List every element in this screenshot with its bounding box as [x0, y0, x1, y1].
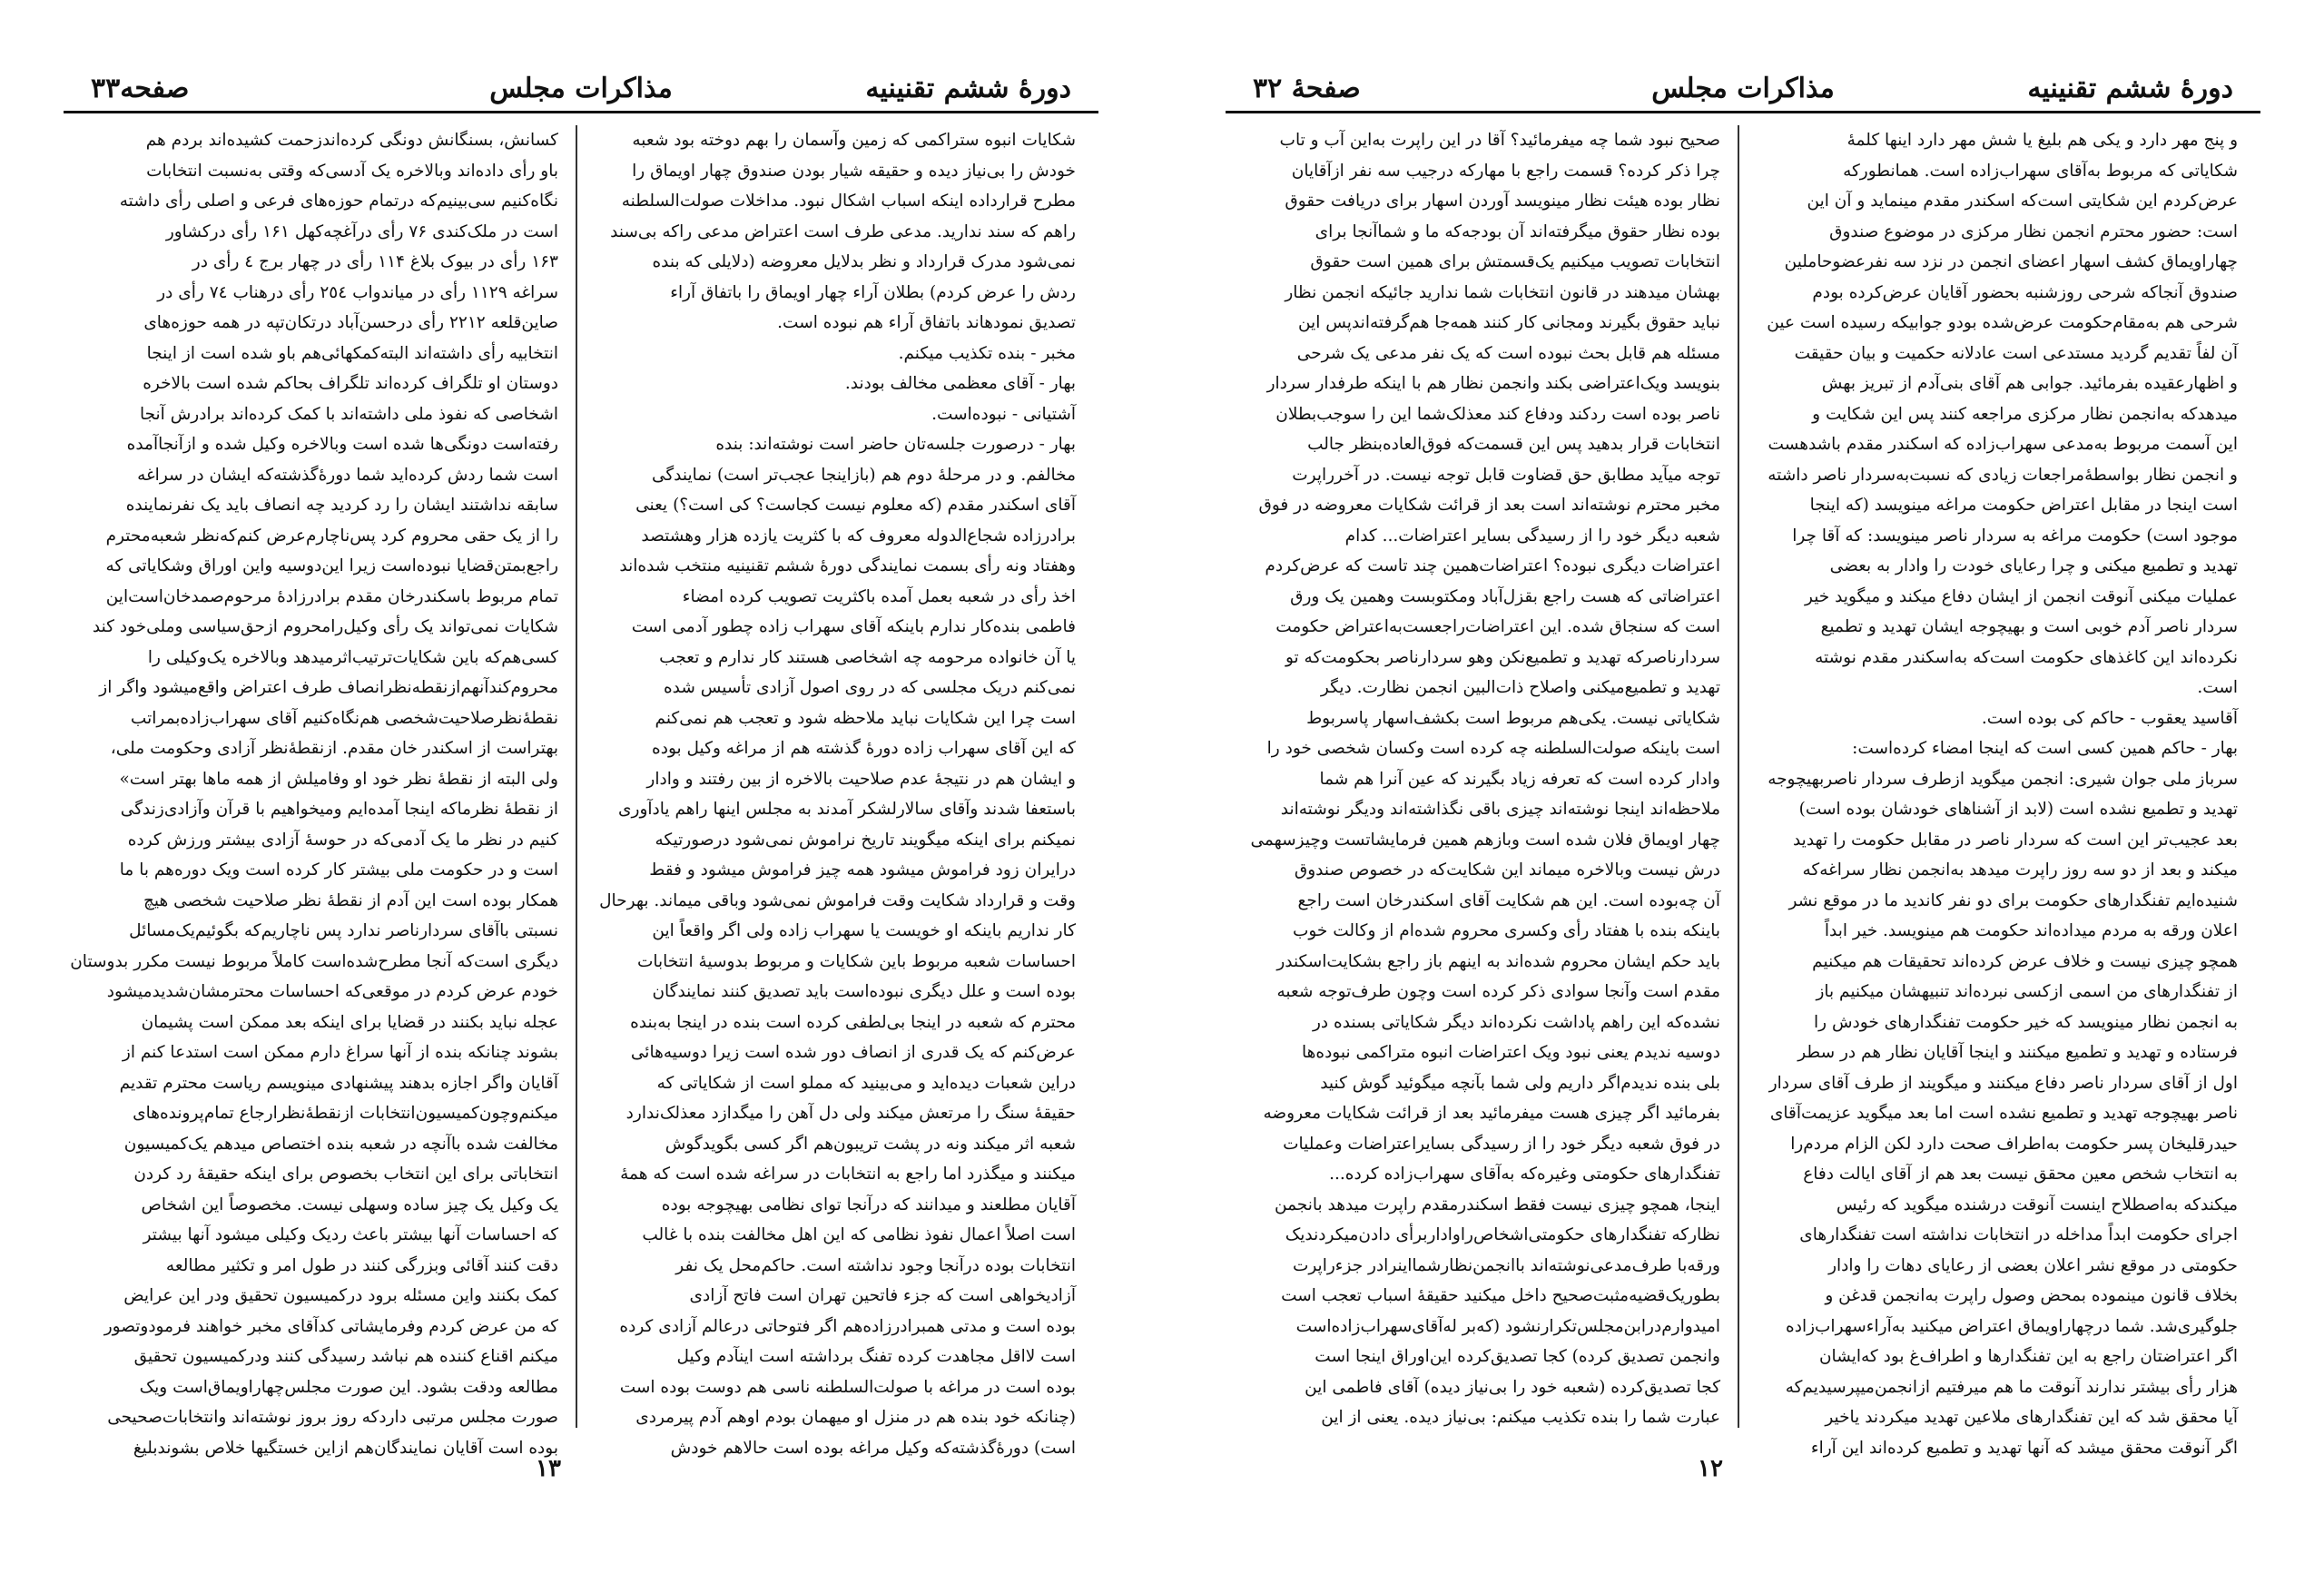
text-line: کار نداریم باینکه او خویست یا سهراب زاده ولی اگر واقعاً این: [652, 921, 1076, 940]
text-line: سابقه نداشتند ایشان را رد کردید چه انصاف باید یک نفرنماینده: [125, 496, 558, 515]
text-line: همکار بوده است این آدم از نقطۀ نظر صلاحیت شخصی هیچ: [143, 890, 558, 910]
text-line: میدهدکه به‌انجمن نظار مرکزی مراجعه کنند پس این شکایت و: [1812, 404, 2238, 424]
text-line: و ایشان هم در نتیجۀ عدم صلاحیت بالاخره از بین رفتند و وادار: [646, 769, 1076, 789]
text-line: است چرا این شکایات نباید ملاحظه شود و تعجب هم نمی‌کنم: [655, 708, 1076, 728]
text-line: مخبر - بنده تکذیب میکنم.: [898, 343, 1076, 363]
text-line: مخالفم. و در مرحلۀ دوم هم (بازاینجا عجب‌تر است) نمایندگی: [651, 465, 1076, 485]
text-line: انتخابات تصویب میکنیم یک‌قسمتش برای همین است حقوق: [1310, 252, 1720, 271]
text-line: فرستاده و تهدید و تطمیع میکنند و اینجا آقایان نظار هم در سطر: [1797, 1043, 2238, 1062]
text-line: اخذ رأی در شعبه بعمل آمده باکثریت تصویب کرده امضاء: [682, 586, 1076, 606]
text-line: انتخابات بوده درآنجا وجود نداشته است. حاکم‌محل یک نفر: [675, 1255, 1076, 1275]
text-line: را از یک حقی محروم کرد پس‌ناچارم‌عرض کنم‌که‌نظر شعبه‌محترم: [105, 526, 558, 546]
text-line: شکایاتی نیست. یکی‌هم مربوط است بکشف‌اسهار پاسربوط: [1306, 708, 1720, 728]
text-line: صندوق آنجاکه شرحی روزشنبه بحضور آقایان عرض‌کرده بودم: [1812, 282, 2238, 302]
text-line: به انتخاب شخص معین محقق نیست بعد هم از آقای ایالت دفاع: [1803, 1165, 2238, 1184]
text-line: میکند‌که به‌اصطلاح اینست آنوقت درشنده میگوید که رئیس: [1836, 1194, 2238, 1214]
text-line: بهار - حاکم همین کسی است که اینجا امضاء کرده‌است:: [1852, 739, 2238, 758]
session-title: دورۀ ششم تقنینیه: [2027, 73, 2233, 104]
text-line: نگاه‌کنیم سی‌بینیم‌که درتمام حوزه‌های فرعی و اصلی رأی داشته: [119, 192, 558, 211]
text-line: فاطمی بنده‌کار ندارم باینکه آقای سهراب زاده چطور آدمی است: [631, 617, 1076, 636]
text-line: امیدوارم‌درابن‌مجلس‌تکرارنشود (که‌بر له‌آقای‌سهراب‌زاده‌است: [1295, 1316, 1720, 1336]
text-line: بوده است در مراغه با صولت‌السلطنه ناسی هم دوست بوده است: [619, 1377, 1076, 1397]
text-line: حیدرقلیخان پسر حکومت به‌اطراف صحت دارد لکن الزام مردم‌را: [1790, 1134, 2238, 1154]
text-column-left: [1244, 125, 1720, 1428]
text-line: آن چه‌بوده است. این هم شکایت آقای اسکندرخان است راجع: [1297, 890, 1720, 910]
page-label: صفحه۳۳: [91, 73, 190, 104]
text-line: تهدید و تطمیع‌میکنی واصلاح ذات‌البین انجمن نظارت. دیگر: [1320, 678, 1720, 697]
text-line: است.: [2197, 678, 2238, 697]
text-line: مخالفت شده باآنچه در شعبه بنده اختصاص میدهم یک‌کمیسیون: [123, 1134, 558, 1154]
text-line: است در ملک‌کندی ۷۶ رأی درآغچه‌کهل ۱۶۱ رأی درکشاور: [165, 221, 558, 241]
text-line: است شما ردش کرده‌اید شما دورۀگذشته‌که ایشان در سراغه: [137, 465, 558, 485]
text-line: وقت و قرارداد شکایت وقت فراموش نمی‌شود وباقی میماند. بهرحال: [599, 890, 1076, 910]
text-line: آقاسید یعقوب - حاکم کی بوده است.: [1981, 708, 2238, 728]
text-line: صورت مجلس مرتبی دارد‌که روز بروز نوشته‌اند وانتخابات‌صحیحی: [107, 1408, 558, 1427]
text-line: بشوند چنانکه بنده از آنها سراغ دارم ممکن است استدعا کنم از: [122, 1043, 558, 1062]
text-line: آشتیانی - نبوده‌است.: [931, 404, 1076, 424]
text-line: بعد عجیب‌تر این است که سردار ناصر در مقابل حکومت را تهدید: [1792, 830, 2238, 850]
text-line: مقدم است وآنجا سوادی ذکر کرده است وچون طرف‌توجه شعبه: [1276, 982, 1720, 1001]
text-line: وادار کرده است که تعرفه زیاد بگیرند که عین آنرا هم شما: [1319, 769, 1720, 789]
text-line: که این آقای سهراب زاده دورۀ گذشته هم از مراغه وکیل بوده: [652, 739, 1076, 758]
text-line: است: حضور محترم انجمن نظار مرکزی در موضوع صندوق: [1829, 221, 2238, 241]
column-divider: [1738, 125, 1739, 1428]
text-line: مخبر محترم نوشته‌اند است بعد از قرائت شکایات معروضه در فوق: [1258, 496, 1720, 515]
publication-title: مذاکرات مجلس: [1651, 73, 1835, 104]
text-line: و انجمن نظار بواسطۀمراجعات زیادی که نسبت‌به‌سردار ناصر داشته: [1768, 465, 2238, 485]
text-line: است که سنجاق شده. این اعتراضات‌راجعست‌به‌اعتراض حکومت: [1275, 617, 1720, 636]
text-column-right: [599, 125, 1076, 1458]
text-line: کسی‌هم‌که باین شکایات‌ترتیب‌اثرمیدهد وبالاخره یک‌وکیلی را: [147, 647, 558, 667]
text-line: شکایات نمی‌تواند یک رأی وکیل‌رامحروم ازحق‌سیاسی وملی‌خود کند: [92, 617, 558, 636]
text-line: باینکه بنده با هفتاد رأی وکسری محروم شده‌ام از وکالت خوب: [1292, 921, 1720, 940]
text-line: بخلاف قانون مینموده بمحض وصول راپرت به‌انجمن قدغن و: [1825, 1286, 2238, 1305]
left-page-header: [64, 73, 1098, 127]
text-line: برادرزاده شجاع‌الدوله معروف که با کثریت یازده هزار وهشتصد: [641, 526, 1076, 546]
text-line: در فوق شعبه دیگر خود را از رسیدگی بسایراعتراضات وعملیات: [1283, 1134, 1720, 1154]
text-line: اجرای حکومت ابداً مداخله در انتخابات نداشته است تفنگدارهای: [1799, 1225, 2238, 1244]
text-line: توجه میآید مطابق حق قضاوت قابل توجه نیست. در آخرراپرت: [1292, 465, 1720, 485]
text-line: است اصلاً اعمال نفوذ نظامی که این اهل مخالفت بنده با غالب: [642, 1225, 1076, 1244]
text-line: دیگری است‌که آنجا مطرح‌شده‌است کاملاً مربوط نیست مکرر بدوستان: [70, 951, 558, 971]
text-line: شعبه دیگر خود را از رسیدگی بسایر اعتراضات... کدام: [1344, 526, 1720, 546]
text-line: نقطۀ‌نظرصلاحیت‌شخصی هم‌نگاه‌کنیم آقای سهراب‌زاده‌بمراتب: [130, 708, 558, 728]
text-line: دراین شعبات دیده‌اید و می‌بینید که مملو است از شکایاتی که: [656, 1073, 1076, 1093]
text-line: ردش را عرض کردم) بطلان آراء چهار اویماق را باتفاق آراء: [670, 282, 1076, 302]
text-line: نمی‌شود مدرک قرارداد و نظر بدلایل معروضه (دلایلی که بنده: [652, 252, 1076, 271]
text-line: آقایان واگر اجازه بدهند پیشنهادی مینویسم ریاست محترم تقدیم: [119, 1073, 558, 1093]
text-line: عرض‌کنم که یک قدری از انصاف دور شده است زیرا دوسیه‌هائی: [630, 1043, 1076, 1062]
text-line: راجع‌بمتن‌قضایا نبوده‌است زیرا این‌دوسیه واین اوراق وشکایاتی که: [105, 556, 558, 575]
text-line: حقیقۀ سنگ را مرتعش میکند ولی دل آهن را میگدازد معذلک‌ندارد: [625, 1104, 1076, 1123]
text-line: چرا ذکر کرده؟ قسمت راجع با مهارکه درجیب سه نفر ازآقایان: [1291, 161, 1720, 181]
text-line: ولی البته از نقطۀ نظر خود او وفامیلش از همه ماها بهتر است»: [119, 769, 558, 789]
text-line: که احساسات آنها بیشتر باعث ردیک وکیلی میشود آنها بیشتر: [143, 1225, 558, 1244]
text-line: شنیده‌ایم تفنگدارهای حکومت برای دو نفر کاندید ما در موقع نشر: [1788, 890, 2238, 910]
text-line: سرباز ملی جوان شیری: انجمن میگوید ازطرف سردار ناصربهیچوجه: [1768, 769, 2238, 789]
text-line: کمک بکنند واین مسئله برود درکمیسیون تحقیق ودر این عرایض: [123, 1286, 558, 1305]
text-line: مطرح قرارداده اینکه اسباب اشکال نبود. مداخلات صولت‌السلطنه: [621, 192, 1076, 211]
text-line: هزار رأی بیشتر ندارند آنوقت ما هم میرفتیم ازانجمن‌میپرسیدیم‌که: [1785, 1377, 2238, 1397]
text-line: میکنم اقناع کننده هم نباشد رسیدگی کنند ودرکمیسیون تحقیق: [133, 1347, 558, 1366]
text-line: دوستان او تلگراف کرده‌اند تلگراف بحاکم شده است بالاخره: [143, 374, 558, 393]
right-page-header: [1226, 73, 2260, 127]
text-line: ۱۶۳ رأی در بیوک بلاغ ۱۱۴ رأی در چهار برج ٤ رأی در: [192, 252, 558, 271]
text-line: درش نیست وبالاخره میماند این شکایت‌که در خصوص صندوق: [1294, 860, 1720, 880]
text-line: احساسات شعبه مربوط باین شکایات و مربوط بدوسیۀ انتخابات: [636, 951, 1076, 971]
text-line: خودش را بی‌نیاز دیده و حقیقه شیار بودن صندوق چهار اویماق را: [632, 161, 1076, 181]
text-line: ناصر بهیچوجه تهدید و تطمیع نشده است اما بعد میگوید عزیمت‌آقای: [1769, 1104, 2238, 1123]
text-line: کسانش، بسنگانش دونگی کرده‌اندزحمت کشیده‌اند بردم هم: [145, 131, 558, 150]
text-line: نکرده‌اند این کاغذهای حکومت است‌که به‌اسکندر مقدم نوشته: [1815, 647, 2238, 667]
text-line: آن لفاً تقدیم گردید مستدعی است عادلانه حکمیت و بیان حقیقت: [1794, 343, 2238, 363]
text-line: است لااقل مجاهدت کرده تفنگ برداشته است اینآدم وکیل: [676, 1347, 1076, 1366]
text-line: یا آن خانواده مرحومه چه اشخاصی هستند کار ندارم و تعجب: [659, 647, 1076, 667]
text-line: اگر اعتراضتان راجع به این تفنگدارها و اطراف‌غ بود که‌ایشان: [1818, 1347, 2238, 1366]
header-rule: [1226, 111, 2260, 113]
text-line: نظار بوده هیئت نظار مینویسد آوردن اسهار برای دریافت حقوق: [1285, 192, 1720, 211]
text-line: (چنانکه خود بنده هم در منزل او میهمان بودم اوهم آدم پیرمردی: [635, 1408, 1076, 1427]
text-line: کجا تصدیق‌کرده (شعبه خود را بی‌نیاز دیده) آقای فاطمی این: [1305, 1377, 1720, 1397]
text-line: است باینکه صولت‌السلطنه چه کرده است وکسان شخصی خود را: [1266, 739, 1720, 758]
page-number: ۱۳: [536, 1455, 561, 1482]
text-line: شعبه اثر میکند ونه در پشت تریبون‌هم اگر کسی بگوید‌گوش: [665, 1134, 1076, 1154]
text-line: که من عرض کردم وفرمایشاتی کدآقای مخبر خواهند فرمودوتصور: [103, 1316, 558, 1336]
text-line: راهم که سند ندارید. مدعی طرف است اعتراض مدعی راکه بی‌سند: [610, 221, 1076, 241]
text-line: اگر آنوقت محقق میشد که آنها تهدید و تطمیع کرده‌اند این آراء: [1810, 1438, 2238, 1458]
publication-title: مذاکرات مجلس: [489, 73, 673, 104]
text-line: است اینجا در مقابل اعتراض حکومت مراغه مینویسد (که اینجا: [1809, 496, 2238, 515]
text-line: نمیکنم برای اینکه میگویند تاریخ نراموش نمی‌شود درصورتیکه: [655, 830, 1076, 850]
text-line: وانجمن تصدیق کرده) کجا تصدیق‌کرده این‌اوراق اینجا است: [1315, 1347, 1720, 1366]
text-line: آیا محقق شد که این تفنگدارهای ملاعین تهدید میکردند یاخیر: [1825, 1408, 2238, 1427]
text-line: ورقه‌با طرف‌مدعی‌نوشته‌اند باانجمن‌نظارشما‌اینرا‌در جزءراپرت: [1292, 1255, 1720, 1275]
text-line: چهار اویماق فلان شده است وبازهم همین فرمایشاتست وچیزسهمی: [1250, 830, 1720, 850]
text-line: اعتراضات دیگری نبوده؟ اعتراضات‌همین چند تاست که عرض‌کردم: [1265, 556, 1720, 575]
text-column-left: [70, 125, 558, 1458]
page-label: صفحۀ ۳۲: [1253, 73, 1361, 104]
text-line: بوده است و علل دیگری نبوده‌است باید تصدیق کنند نمایندگان: [652, 982, 1076, 1001]
text-line: نشده‌که این راهم پاداشت نکرده‌اند دیگر شکایاتی بسنده در: [1312, 1012, 1720, 1032]
text-line: است و در حکومت ملی بیشتر کار کرده است ویک دوره‌هم با ما: [119, 860, 558, 880]
text-line: باو رأی داده‌اند وبالاخره یک آدسی‌که وقتی به‌نسبت انتخابات: [146, 161, 558, 181]
text-line: سراغه ۱۱۲۹ رأی در میاندواب ۲٥٤ رأی درهناب ۷٤ رأی در: [157, 282, 558, 302]
text-line: ناصر بوده است ردکند ودفاع کند معذلک‌شما این را سوجب‌بطلان: [1275, 404, 1720, 424]
text-line: تفنگدارهای حکومتی وغیره‌که به‌آقای سهراب‌زاده کرده...: [1329, 1165, 1720, 1184]
text-line: محترم که شعبه در اینجا بی‌لطفی کرده است بنده در اینجا به‌بنده: [630, 1012, 1076, 1032]
text-line: نباید حقوق بگیرند ومجانی کار کنند همه‌جا هم‌گرفته‌اند‌پس این: [1297, 313, 1720, 332]
text-line: بلی بنده ندیدم‌اگر داریم ولی شما بآنچه میگوئید گوش کنید: [1320, 1073, 1720, 1093]
text-line: به انجمن نظار مینویسد که خیر حکومت تفنگدارهای خودش را: [1814, 1012, 2238, 1032]
text-line: بفرمائید اگر چیزی هست میفرمائید بعد از قرائت شکایات معروضه: [1263, 1104, 1720, 1123]
text-line: موجود است) حکومت مراغه به سردار ناصر مینویسد: که آقا چرا: [1792, 526, 2238, 546]
text-line: عملیات میکنی آنوقت انجمن از ایشان دفاع میکند و میگوید خیر: [1804, 586, 2238, 606]
text-line: بوده است و مدتی همبرادرزاده‌هم اگر فتوحاتی درعالم آزادی کرده: [619, 1316, 1076, 1336]
text-line: یک وکیل یک چیز ساده وسهلی نیست. مخصوصاً این اشخاص: [141, 1194, 558, 1214]
text-line: صاین‌قلعه ۲۲۱۲ رأی درحسن‌آباد درتکان‌تپه در همه حوزه‌های: [143, 313, 558, 332]
text-line: از تفنگدارهای من اسمی ازکسی نبرده‌اند تنبیهشان میکنیم باز: [1816, 982, 2238, 1001]
text-line: اینجا، همچو چیزی نیست فقط اسکندرمقدم راپرت میدهد بانجمن: [1275, 1194, 1720, 1214]
text-line: چهاراویماق کشف اسهار اعضای انجمن در نزد سه نفرعضوحاملین: [1784, 252, 2238, 271]
text-line: اول از آقای سردار ناصر دفاع میکنند و میگویند از طرف آقای سردار: [1768, 1073, 2238, 1093]
text-line: و پنج مهر دارد و یکی هم بلیغ یا شش مهر دارد اینها کلمۀ: [1846, 131, 2238, 150]
text-line: انتخابات قرار بدهید پس این قسمت‌که فوق‌العاده‌بنظر جالب: [1307, 435, 1720, 454]
text-line: بهار - درصورت جلسه‌تان حاضر است نوشته‌اند: بنده: [715, 435, 1076, 454]
column-divider: [576, 125, 577, 1428]
text-line: انتخاباتی برای این انتخاب بخصوص برای اینکه حقیقۀ رد کردن: [133, 1165, 558, 1184]
text-line: اعتراضاتی که هست راجع بقزل‌آباد ومکتوبست وهمین یک ورق: [1290, 586, 1720, 606]
text-line: باید حکم ایشان محروم شده‌اند به اینهم باز راجع بشکایت‌اسکندر: [1276, 951, 1720, 971]
text-line: میکنند و میگذرد اما راجع به انتخابات در سراغه شده است که همۀ: [620, 1165, 1076, 1184]
text-line: عبارت شما را بنده تکذیب میکنم: بی‌نیاز دیده. یعنی از این: [1321, 1408, 1720, 1427]
text-line: بوده است آقایان نمایندگان‌هم ازاین خستگیها خلاص بشوندبلیغ: [133, 1438, 558, 1458]
text-line: انتخابیه رأی داشته‌اند البته‌کمکهائی‌هم باو شده است از اینجا: [146, 343, 558, 363]
session-title: دورۀ ششم تقنینیه: [865, 73, 1071, 104]
text-line: اشخاصی که نفوذ ملی داشته‌اند با کمک کرده‌اند برادرش آنجا: [139, 404, 558, 424]
text-line: بهار - آقای معظمی مخالف بودند.: [844, 374, 1076, 393]
text-line: آقای اسکندر مقدم (که معلوم نیست کجاست؟ کی است؟) یعنی: [635, 496, 1076, 515]
text-line: میکند و بعد از دو سه روز راپرت میدهد به‌انجمن نظار سراغه‌که: [1802, 860, 2238, 880]
text-line: این آسمت مربوط به‌مدعی سهراب‌زاده که اسکندر مقدم باشدهست: [1768, 435, 2238, 454]
text-line: دوسیه ندیدم یعنی نبود ویک اعتراضات انبوه متراکمی نبوده‌ها: [1301, 1043, 1720, 1062]
text-line: جلوگیری‌شد. شما درچهاراویماق اعتراض میکنید به‌آراء‌سهراب‌زاده: [1786, 1316, 2238, 1336]
text-line: بهشان میدهند در قانون انتخابات شما ندارید جائیکه انجمن نظار: [1285, 282, 1720, 302]
text-line: وهفتاد ونه رأی بسمت نمایندگی دورۀ ششم تقنینیه منتخب شده‌اند: [619, 556, 1076, 575]
text-line: آقایان مطلعند و میدانند که درآنجا توای نظامی بهیچوجه بوده: [661, 1194, 1076, 1214]
text-line: محروم‌کند‌آنهم‌ازنقطه‌نظر‌انصاف طرف اعتراض واقع‌میشود واگر از: [99, 678, 558, 697]
header-rule: [64, 111, 1098, 113]
text-line: شرحی هم به‌مقام‌حکومت عرض‌شده بودو جوابیکه رسیده است عین: [1767, 313, 2238, 332]
text-line: سردارناصرکه تهدید و تطمیع‌نکن وهو سردارناصر بحکومت‌که تو: [1285, 647, 1720, 667]
text-line: خودم عرض کردم در موقعی‌که احساسات محترمشان‌شدید‌میشود: [106, 982, 558, 1001]
text-line: همچو چیزی نیست و خلاف عرض کرده‌اند تحقیقات هم میکنیم: [1812, 951, 2238, 971]
text-line: نسبتی باآقای سردارناصر ندارد پس ناچاریم‌که بگوئیم‌یک‌مسائل: [129, 921, 558, 940]
text-line: میکنم‌وچون‌کمیسیون‌انتخابات ازنقطۀ‌نظرارجاع تمام‌پرونده‌های: [133, 1104, 558, 1123]
right-page: [1162, 0, 2324, 1573]
text-line: بنویسد ویک‌اعتراضی بکند وانجمن نظار هم با اینکه طرفدار سردار: [1266, 374, 1720, 393]
text-line: تهدید و تطمیع میکنی و چرا رعایای خودت را وادار به بعضی: [1829, 556, 2238, 575]
text-line: است) دورۀگذشته‌که وکیل مراغه بوده است حالاهم خودش: [670, 1438, 1076, 1458]
text-line: شکایاتی که مربوط به‌آقای سهراب‌زاده است. همانطورکه: [1843, 161, 2238, 181]
text-line: مسئله هم قابل بحث نبوده است که یک نفر مدعی یک شرحی: [1296, 343, 1720, 363]
text-column-right: [1761, 125, 2238, 1458]
text-line: کنیم در نظر ما یک آدمی‌که در حوسۀ آزادی بیشتر ورزش کرده: [127, 830, 558, 850]
text-line: صحیح نبود شما چه میفرمائید؟ آقا در این راپرت به‌این آب و تاب: [1279, 131, 1720, 150]
text-line: نظارکه تفنگدارهای حکومتی‌اشخاص‌راواداربرأی دادن‌میکردند‌یک: [1285, 1225, 1720, 1244]
text-line: تهدید و تطمیع نشده است (لابد از آشناهای خودشان بوده است): [1798, 800, 2238, 819]
text-line: اعلان ورقه به مردم میداده‌اند حکومت هم مینویسد. خیر ابداً: [1824, 921, 2238, 940]
text-line: ملاحظه‌اند اینجا نوشته‌اند چیزی باقی نگذاشته‌اند ودیگر نوشته‌اند: [1280, 800, 1720, 819]
text-line: درایران زود فراموش میشود همه چیز فراموش میشود و فقط: [649, 860, 1076, 880]
text-line: بوده نظار حقوق میگرفته‌اند آن بودجه‌که ما و شماآنجا برای: [1315, 221, 1720, 241]
page-number: ۱۲: [1698, 1455, 1723, 1482]
text-line: نمی‌کنم دریک مجلسی که در روی اصول آزادی تأسیس شده: [663, 678, 1076, 697]
text-line: بهتراست از اسکندر خان مقدم. ازنقطۀ‌نظر آزادی وحکومت ملی،: [110, 739, 558, 758]
text-line: عجله نباید بکنند در قضایا برای اینکه بعد ممکن است پشیمان: [141, 1012, 558, 1032]
text-line: دقت کنند آقائی وبزرگی کنند در طول امر و تکثیر مطالعه: [165, 1255, 558, 1275]
text-line: بطوریک‌قضیه‌مثبت‌صحیح داخل میکنید حقیقۀ اسباب تعجب است: [1281, 1286, 1720, 1305]
text-line: باستعفا شدند وآقای سالارلشکر آمدند به مجلس اینها راهم یادآوری: [618, 800, 1076, 819]
text-line: تصدیق نمودهاند باتفاق آراء هم نبوده است.: [777, 313, 1076, 332]
text-line: آزادیخواهی است که جزء فاتحین تهران است فاتح آزادی: [689, 1286, 1076, 1305]
text-line: حکومتی در موقع نشر اعلان بعضی از رعایای دهات را وادار: [1828, 1255, 2238, 1275]
text-line: و اظهارعقیده بفرمائید. جوابی هم آقای بنی‌آدم از تبریز بهش: [1821, 374, 2238, 393]
text-line: از نقطۀ نظرما‌که اینجا آمده‌ایم ومیخواهیم با قرآن وآزادی‌زندگی: [120, 800, 558, 819]
text-line: عرض‌کردم این شکایتی است‌که اسکندر مقدم مینماید و آن این: [1807, 192, 2238, 211]
text-line: تمام مربوط باسکندرخان مقدم برادرزادۀ مرحوم‌صمدخان‌است‌این: [105, 586, 558, 606]
text-line: شکایات انبوه ستراکمی که زمین وآسمان را بهم دوخته بود شعبه: [632, 131, 1076, 150]
text-line: مطالعه ودقت بشود. این صورت مجلس‌چهاراویماق‌است ویک: [139, 1377, 558, 1397]
text-line: رفته‌است دونگی‌ها شده است وبالاخره وکیل شده و ازآنجاآمده: [126, 435, 558, 454]
text-line: سردار ناصر آدم خوبی است و بهیچوجه ایشان تهدید و تطمیع: [1820, 617, 2238, 636]
